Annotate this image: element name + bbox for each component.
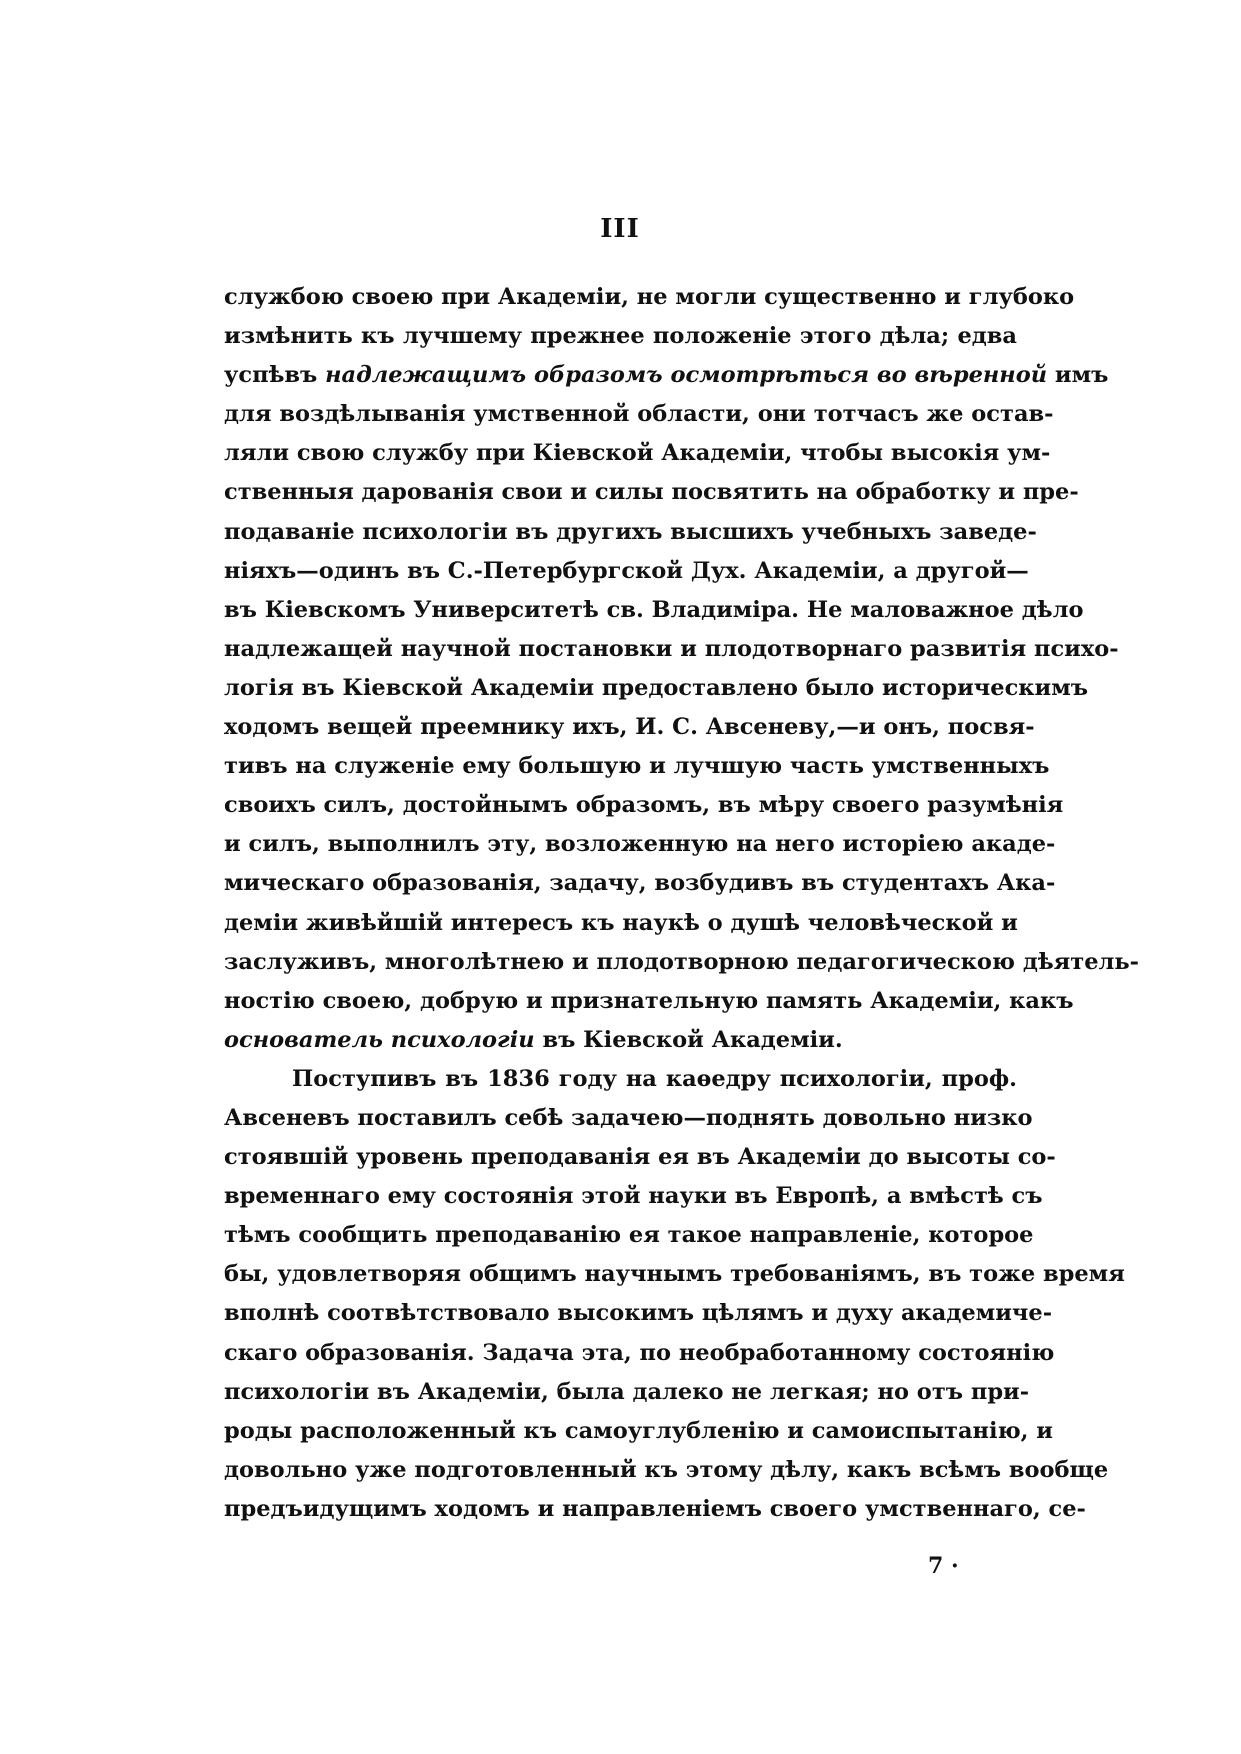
- text-line-20: [224, 1021, 1017, 1060]
- text-line-4: для воздѣлыванія умственной области, они тотчасъ же остав-: [224, 401, 1054, 428]
- text-line-6: ственныя дарованія свои и силы посвятить на обработку и пре-: [224, 479, 1079, 506]
- text-line-25: тѣмъ сообщить преподаванію ея такое направленіе, которое: [224, 1222, 1034, 1249]
- text-line-3-start: успѣвъ: [224, 362, 326, 389]
- text-line-16: мическаго образованія, задачу, возбудивъ въ студентахъ Ака-: [224, 870, 1056, 897]
- text-line-31: довольно уже подготовленный къ этому дѣлу, какъ всѣмъ вообще: [224, 1456, 1109, 1483]
- text-line-3: [224, 356, 1109, 395]
- text-line-8: ніяхъ—одинъ въ С.-Петербургской Дух. Академіи, а другой—: [224, 557, 1029, 584]
- signature-mark: 7 ·: [928, 1553, 959, 1579]
- text-line-23: стоявшій уровень преподаванія ея въ Академіи до высоты со-: [224, 1144, 1056, 1171]
- italic-phrase: надлежащимъ образомъ осмотрѣться во вѣренной: [325, 362, 1048, 389]
- text-line-14: своихъ силъ, достойнымъ образомъ, въ мѣру своего разумѣнія: [224, 792, 1064, 819]
- text-line-12: ходомъ вещей преемнику ихъ, И. С. Авсеневу,—и онъ, посвя-: [224, 714, 1035, 741]
- page-number: III: [600, 214, 640, 244]
- text-line-5: ляли свою службу при Кіевской Академіи, чтобы высокія ум-: [224, 440, 1051, 467]
- text-line-19: ностію своею, добрую и признательную память Академіи, какъ: [224, 987, 1074, 1014]
- text-line-27: вполнѣ соотвѣтствовало высокимъ цѣлямъ и духу академиче-: [224, 1300, 1053, 1327]
- text-line-10: надлежащей научной постановки и плодотворнаго развитія психо-: [224, 635, 1119, 662]
- text-line-28: скаго образованія. Задача эта, по необработанному состоянію: [224, 1339, 1055, 1366]
- text-line-3-end: имъ: [1047, 362, 1109, 389]
- text-line-24: временнаго ему состоянія этой науки въ Европѣ, а вмѣстѣ съ: [224, 1183, 1043, 1210]
- text-line-26: бы, удовлетворяя общимъ научнымъ требованіямъ, въ тоже время: [224, 1261, 1125, 1288]
- text-line-2: измѣнить къ лучшему прежнее положеніе этого дѣла; едва: [224, 323, 1017, 350]
- text-line-13: тивъ на служеніе ему большую и лучшую часть умственныхъ: [224, 753, 1050, 780]
- text-line-11: логія въ Кіевской Академіи предоставлено было историческимъ: [224, 674, 1089, 701]
- text-line-15: и силъ, выполнилъ эту, возложенную на него исторіею акаде-: [224, 831, 1056, 858]
- body-text: [224, 278, 1140, 1529]
- text-line-22: Авсеневъ поставилъ себѣ задачею—поднять довольно низко: [224, 1104, 1033, 1131]
- text-line-1: службою своею при Академіи, не могли существенно и глубоко: [224, 284, 1075, 310]
- text-line-18: заслуживъ, многолѣтнею и плодотворною педагогическою дѣятель-: [224, 948, 1140, 975]
- text-line-29: психологіи въ Академіи, была далеко не легкая; но отъ при-: [224, 1378, 1030, 1405]
- text-line-9: въ Кіевскомъ Университетѣ св. Владиміра. Не маловажное дѣло: [224, 596, 1084, 623]
- text-line-20-end: въ Кіевской Академіи.: [534, 1026, 843, 1053]
- text-line-17: деміи живѣйшій интересъ къ наукѣ о душѣ человѣческой и: [224, 909, 1018, 936]
- text-line-32: предъидущимъ ходомъ и направленіемъ своего умственнаго, се-: [224, 1495, 1086, 1522]
- text-line-7: подаваніе психологіи въ другихъ высшихъ учебныхъ заведе-: [224, 518, 1037, 545]
- italic-phrase-founder: основатель психологіи: [224, 1026, 535, 1053]
- text-line-21: Поступивъ въ 1836 году на каѳедру психологіи, проф.: [292, 1065, 1017, 1092]
- text-line-30: роды расположенный къ самоуглубленію и самоиспытанію, и: [224, 1417, 1053, 1444]
